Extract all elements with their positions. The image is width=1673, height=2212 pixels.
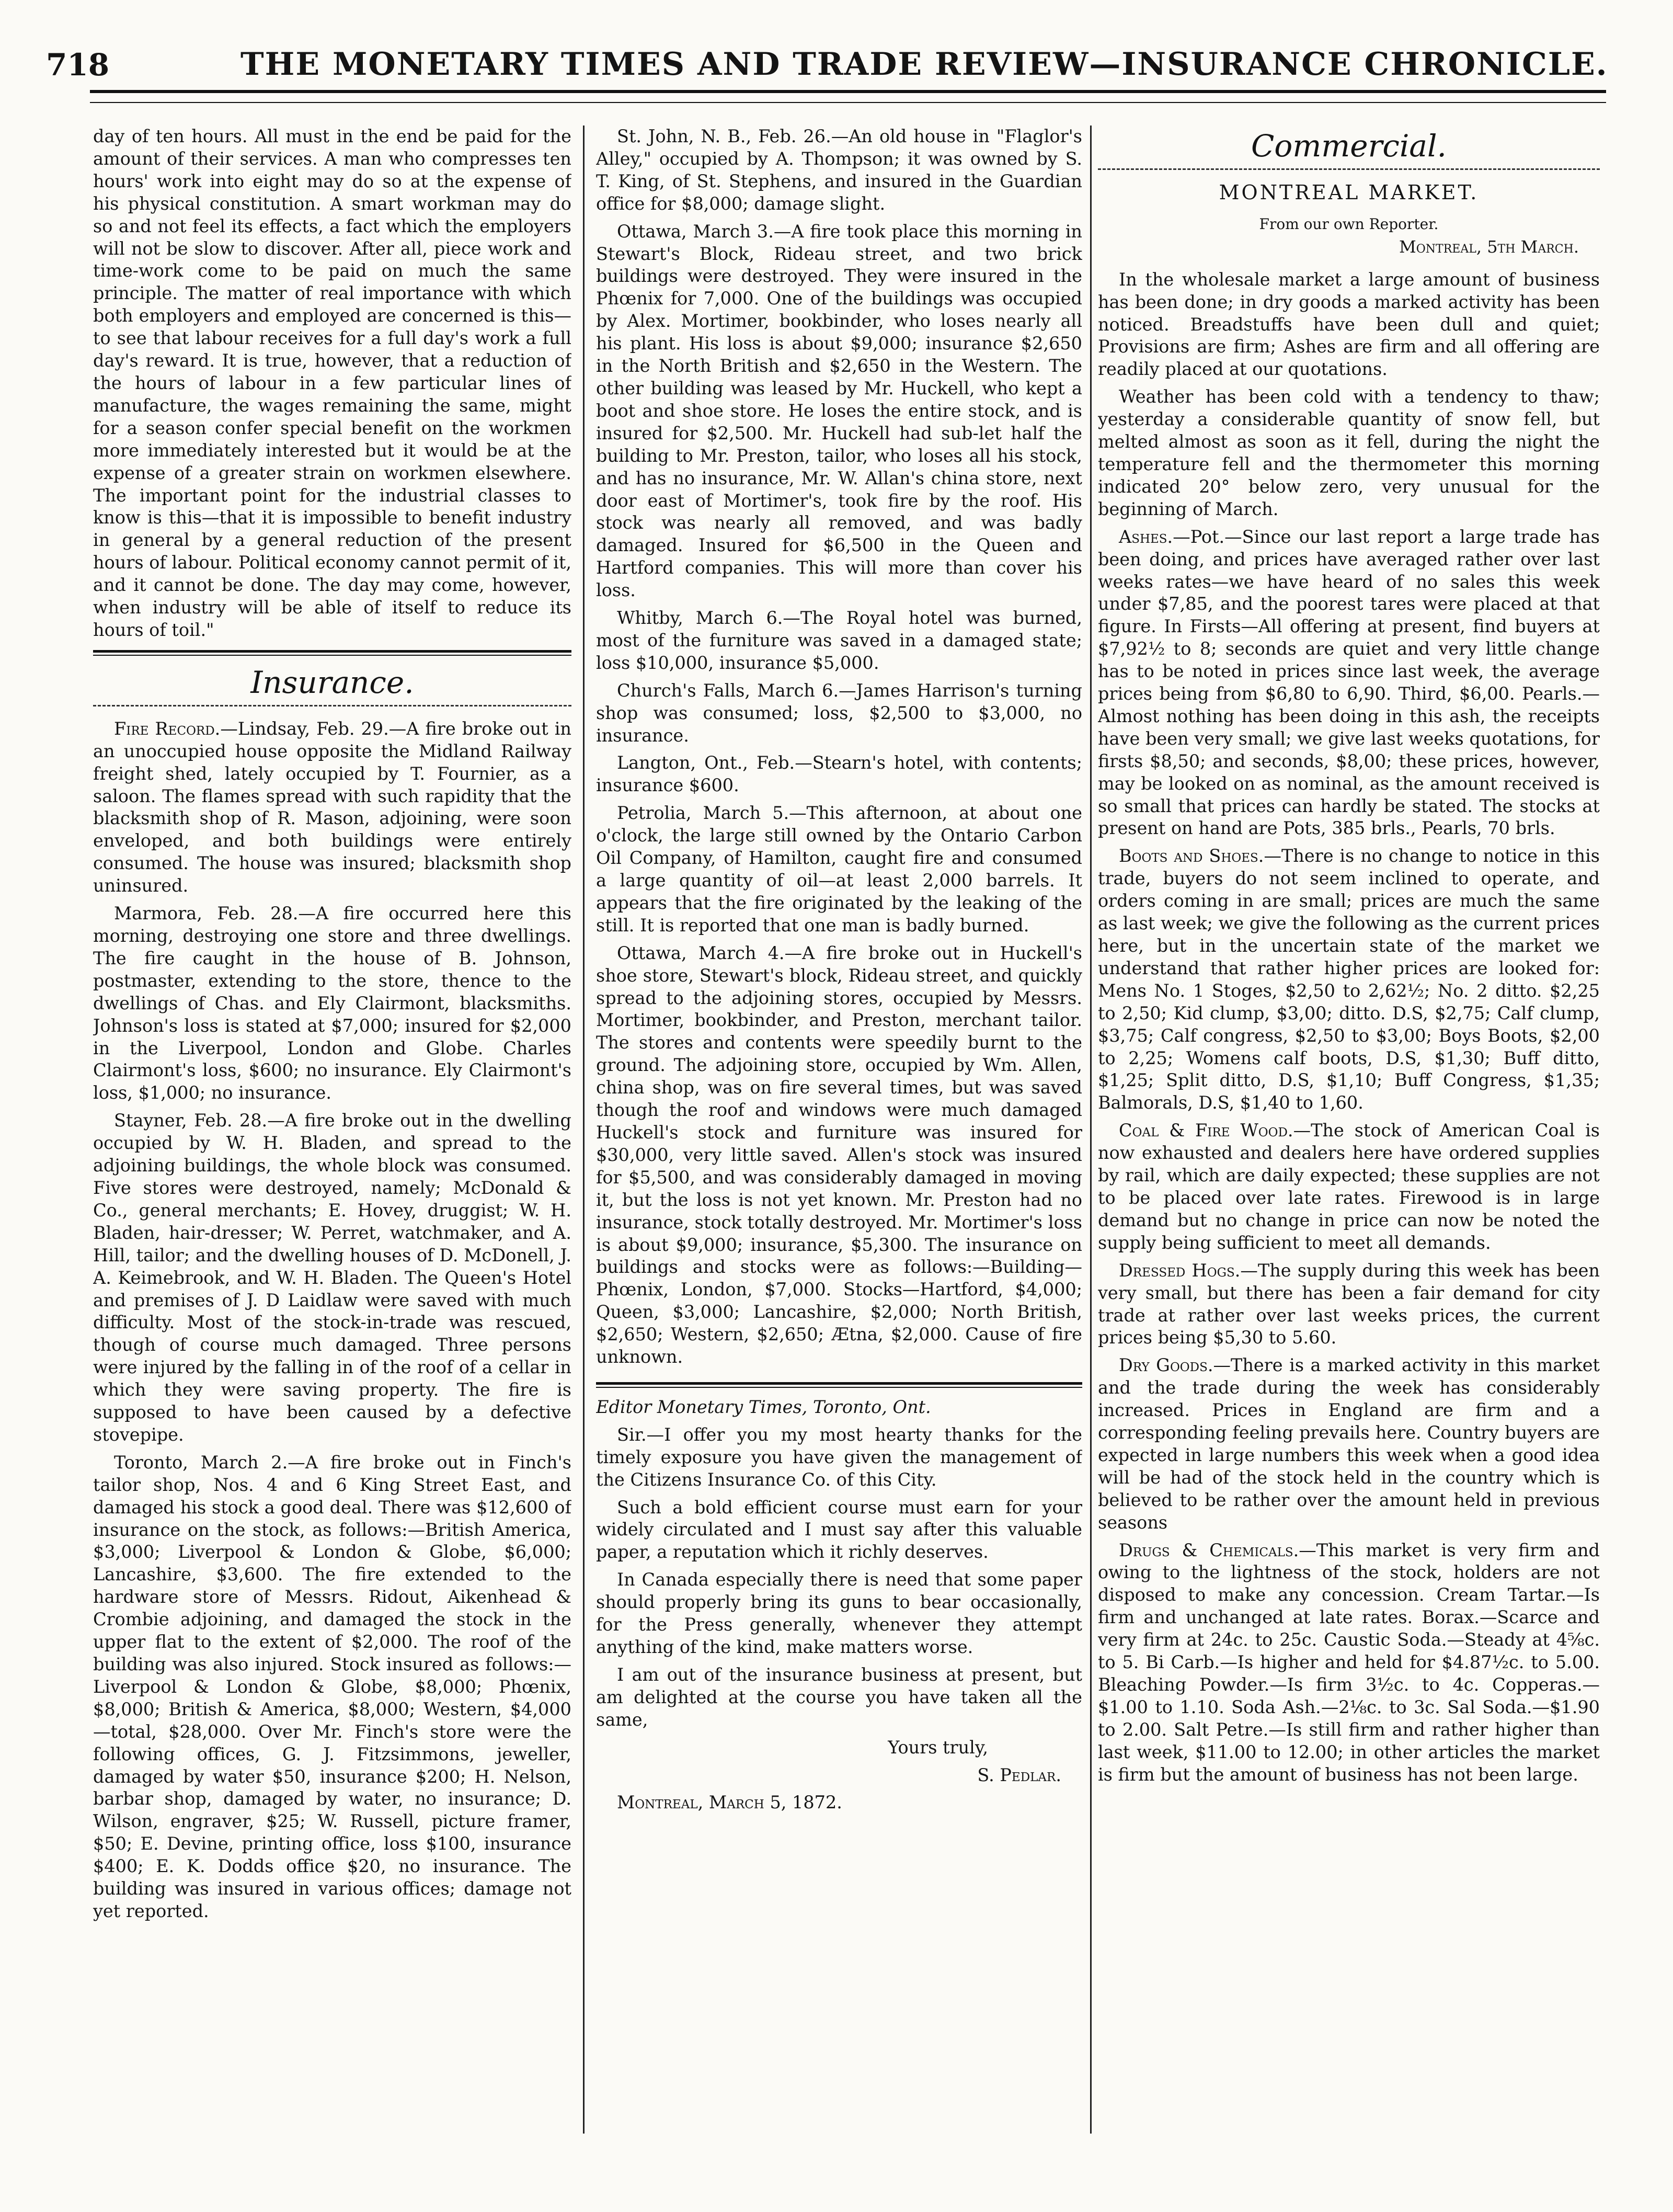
section-rule-thin: [93, 655, 571, 656]
dry-goods-paragraph: [1098, 1354, 1600, 1534]
churchs-falls-paragraph: Church's Falls, March 6.—James Harrison's turning shop was consumed; loss, $2,500 to $3,000, no insurance.: [596, 680, 1082, 746]
column-middle: [596, 126, 1082, 2144]
coal-text: —The stock of American Coal is now exhausted and dealers here have ordered supplies by rail, which are daily expected; these supplies are not to be placed over late rates. Firewood is in large demand but no change in price can now be noted the supply being sufficient to meet all demands.: [1098, 1120, 1600, 1253]
section-rule: [93, 650, 571, 653]
hogs-paragraph: [1098, 1260, 1600, 1350]
page-number: 718: [46, 47, 110, 83]
essay-paragraph: day of ten hours. All must in the end be paid for the amount of their services. A man who compresses ten hours' work into eight may do so at the expense of his physical constitution. A smart workman may do so and not feel its effects, a fact which the employers will not be slow to discover. After all, piece work and time-work come to be paid on much the same principle. The matter of real importance with which both employers and employed are concerned is this—to see that labour receives for a full day's work a full day's reward. It is true, however, that a reduction of the hours of labour in a few particular lines of manufacture, the wages remaining the same, might for a season confer special benefit on the workmen more immediately interested but it would be at the expense of a greater strain on workmen elsewhere. The important point for the industrial classes to know is this—that it is impossible to benefit industry in general by a general reduction of the present hours of labour. Political economy cannot permit of it, and it cannot be done. The day may come, however, when industry will be able of itself to reduce its hours of toil.": [93, 126, 571, 640]
letter-heading: Editor Monetary Times, Toronto, Ont.: [596, 1396, 931, 1417]
boots-lead: Boots and Shoes.: [1119, 846, 1264, 866]
boots-paragraph: [1098, 845, 1600, 1114]
column-divider-right: [1090, 126, 1092, 2134]
dash-rule: [93, 705, 571, 706]
hogs-text: —The supply during this week has been very small, but there has been a fair demand for city trade at rather over last weeks prices, the current prices being $5,30 to 5.60.: [1098, 1260, 1600, 1348]
ottawa-march-3-paragraph: Ottawa, March 3.—A fire took place this morning in Stewart's Block, Rideau street, and two brick buildings were destroyed. They were insured in the Phœnix for 7,000. One of the buildings was occupied by Alex. Mortimer, bookbinder, who loses nearly all his plant. His loss is about $9,000; insurance $2,650 in the North British and $2,650 in the Western. The other building was leased by Mr. Huckell, who kept a boot and shoe store. He loses the entire stock, and is insured for $2,500. Mr. Huckell had sub-let half the building to Mr. Preston, tailor, who loses all his stock, and has no insurance, Mr. W. Allan's china store, next door east of Mortimer's, took fire by the roof. His stock was nearly all removed, and was badly damaged. Insured for $6,500 in the Queen and Hartford companies. This will more than cover his loss.: [596, 221, 1082, 601]
coal-paragraph: [1098, 1120, 1600, 1254]
letter-signature: S. Pedlar.: [977, 1764, 1061, 1785]
toronto-paragraph: Toronto, March 2.—A fire broke out in Finch's tailor shop, Nos. 4 and 6 King Street East, and damaged his stock a good deal. There was $12,600 of insurance on the stock, as follows:—British America, $3,000; Liverpool & London & Globe, $6,000; Lancashire, $3,600. The fire extended to the hardware store of Messrs. Ridout, Aikenhead & Crombie adjoining, and damaged the stock in the upper flat to the extent of $2,000. The roof of the building was also injured. Stock insured as follows:—Liverpool & London & Globe, $8,000; Phœnix, $8,000; British & America, $8,000; Western, $4,000—total, $28,000. Over Mr. Finch's store were the following offices, G. J. Fitzsimmons, jeweller, damaged by water $50, insurance $200; H. Nelson, barbar shop, damaged by water, no insurance; D. Wilson, engraver, $25; W. Russell, picture framer, $50; E. Devine, printing office, loss $100, insurance $400; E. K. Dodds office $20, no insurance. The building was insured in various offices; damage not yet reported.: [93, 1452, 571, 1921]
column-left: [93, 126, 571, 2144]
header-rule-thin: [90, 102, 1606, 103]
fire-record-paragraph: [93, 718, 571, 897]
page-header: [31, 42, 1615, 89]
commercial-heading: Commercial.: [1251, 128, 1447, 164]
letter-close: Yours truly,: [888, 1737, 988, 1758]
fire-record-text: —Lindsay, Feb. 29.—A fire broke out in an unoccupied house opposite the Midland Railway freight shed, lately occupied by T. Fournier, as a saloon. The flames spread with such rapidity that the blacksmith shop of R. Mason, adjoining, were soon enveloped, and both buildings were entirely consumed. The house was insured; blacksmith shop uninsured.: [93, 718, 571, 896]
coal-lead: Coal & Fire Wood.: [1119, 1120, 1293, 1141]
drugs-lead: Drugs & Chemicals.: [1119, 1540, 1299, 1560]
column-right: [1098, 126, 1600, 2144]
langton-paragraph: Langton, Ont., Feb.—Stearn's hotel, with contents; insurance $600.: [596, 752, 1082, 796]
fire-record-lead: Fire Record.: [114, 718, 221, 739]
column-divider-left: [583, 126, 585, 2134]
letter-dateline: Montreal, March 5, 1872.: [617, 1792, 842, 1813]
dry-goods-text: —There is a marked activity in this market and the trade during the week has considerably increased. Prices in England are firm and a corresponding feeling prevails here. Country buyers are expected in large numbers this week when a good idea will be had of the stock held in the country which is believed to be rather over the amount held in previous seasons: [1098, 1355, 1600, 1533]
letter-paragraph: Such a bold efficient course must earn for your widely circulated and I must say after this valuable paper, a reputation which it richly deserves.: [596, 1497, 1082, 1563]
header-rule: [90, 90, 1606, 93]
marmora-paragraph: Marmora, Feb. 28.—A fire occurred here this morning, destroying one store and three dwellings. The fire caught in the house of B. Johnson, postmaster, extending to the store, thence to the dwellings of Chas. and Ely Clairmont, blacksmiths. Johnson's loss is stated at $7,000; insured for $2,000 in the Liverpool, London and Globe. Charles Clairmont's loss, $600; no insurance. Ely Clairmont's loss, $1,000; no insurance.: [93, 903, 571, 1103]
insurance-heading: Insurance.: [250, 664, 414, 700]
ashes-lead: Ashes.: [1119, 526, 1173, 547]
letter-rule-thin: [596, 1387, 1082, 1388]
reporter-line: From our own Reporter.: [1259, 215, 1439, 233]
petrolia-paragraph: Petrolia, March 5.—This afternoon, at about one o'clock, the large still owned by the Ontario Carbon Oil Company, of Hamilton, caught fire and consumed a large quantity of oil—at least 2,000 barrels. It appears that the fire originated by the leaking of the still. It is reported that one man is badly burned.: [596, 803, 1082, 936]
ashes-text: —Pot.—Since our last report a large trade has been doing, and prices have averaged rather over last weeks rates—we have heard of no sales this week under $7,85, and the poorest tares were placed at that figure. In Firsts—All offering at present, find buyers at $7,92½ to 8; seconds are quiet and very little change has to be noted in prices since last week, the average prices being from $6,80 to 6,90. Third, $6,00. Pearls.—Almost nothing has been doing in this ash, the receipts have been very small; we give last weeks quotations, for firsts $8,50; and seconds, $8,00; these prices, however, may be looked on as nominal, as the amount received is so small that prices can hardly be stated. The stocks at present on hand are Pots, 385 brls., Pearls, 70 brls.: [1098, 526, 1600, 839]
boots-text: —There is no change to notice in this trade, buyers do not seem inclined to operate, and orders coming in are small; prices are much the same as last week; we give the following as the current prices here, but in the uncertain state of the market we understand that rather higher prices are looked for: Mens No. 1 Stoges, $2,50 to 2,62½; No. 2 ditto. $2,25 to 2,50; Kid clump, $3,00; ditto. D.S, $2,75; Calf clump, $3,75; Calf congress, $2,50 to $3,00; Boys Boots, $2,00 to 2,25; Womens calf boots, D.S, $1,30; Buff ditto, $1,25; Split ditto, D.S, $1,10; Buff Congress, $1,35; Balmorals, D.S, $1,40 to 1,60.: [1098, 846, 1600, 1113]
ashes-paragraph: [1098, 526, 1600, 840]
running-head: THE MONETARY TIMES AND TRADE REVIEW—INSURANCE CHRONICLE.: [240, 46, 1608, 83]
hogs-lead: Dressed Hogs.: [1119, 1260, 1241, 1281]
letter-paragraph: In Canada especially there is need that some paper should properly bring its guns to bear occasionally, for the Press generally, whenever they attempt anything of the kind, make matters worse.: [596, 1569, 1082, 1657]
letter-rule: [596, 1382, 1082, 1385]
dry-goods-lead: Dry Goods.: [1119, 1355, 1213, 1376]
letter-paragraph: Sir.—I offer you my most hearty thanks for the timely exposure you have given the management of the Citizens Insurance Co. of this City.: [596, 1424, 1082, 1490]
drugs-text: —This market is very firm and owing to the lightness of the stock, holders are not disposed to make any concession. Cream Tartar.—Is firm and unchanged at late rates. Borax.—Scarce and very firm at 24c. to 25c. Caustic Soda.—Steady at 4⅝c. to 5. Bi Carb.—Is higher and held for $4.87½c. to 5.00. Bleaching Powder.—Is firm 3½c. to 4c. Copperas.—$1.00 to 1.10. Soda Ash.—2⅛c. to 3c. Sal Soda.—$1.90 to 2.00. Salt Petre.—Is still firm and rather higher than last week, $11.00 to 12.00; in other articles the market is firm but the amount of business has not been large.: [1098, 1540, 1600, 1785]
stayner-paragraph: Stayner, Feb. 28.—A fire broke out in the dwelling occupied by W. H. Bladen, and spread to the adjoining buildings, the whole block was consumed. Five stores were destroyed, namely; McDonald & Co., general merchants; E. Hovey, druggist; W. H. Bladen, hair-dresser; W. Perret, watchmaker, and A. Hill, tailor; and the dwelling houses of D. McDonell, J. A. Keimebrook, and W. H. Bladen. The Queen's Hotel and premises of J. D Laidlaw were saved with much difficulty. Most of the stock-in-trade was rescued, though of course much damaged. Three persons were injured by the falling in of the roof of a cellar in which they were saving property. The fire is supposed to have been caused by a defective stovepipe.: [93, 1110, 571, 1445]
whitby-paragraph: Whitby, March 6.—The Royal hotel was burned, most of the furniture was saved in a damaged state; loss $10,000, insurance $5,000.: [596, 608, 1082, 673]
letter-paragraph: I am out of the insurance business at present, but am delighted at the course you have taken all the same,: [596, 1664, 1082, 1730]
ottawa-march-4-paragraph: Ottawa, March 4.—A fire broke out in Huckell's shoe store, Stewart's block, Rideau street, and quickly spread to the adjoining stores, occupied by Messrs. Mortimer, bookbinder, and Preston, merchant tailor. The stores and contents were speedily burnt to the ground. The adjoining store, occupied by Wm. Allen, china shop, was on fire several times, but was saved though the roof and windows were much damaged Huckell's stock and furniture was insured for $30,000, very little saved. Allen's stock was insured for $5,500, and was considerably damaged in moving it, but the loss is not yet known. Mr. Preston had no insurance, stock totally destroyed. Mr. Mortimer's loss is about $9,000; insurance, $5,300. The insurance on buildings and stocks were as follows:—Building—Phœnix, London, $7,000. Stocks—Hartford, $4,000; Queen, $3,000; Lancashire, $2,000; North British, $2,650; Western, $2,650; Ætna, $2,000. Cause of fire unknown.: [596, 942, 1082, 1367]
st-john-paragraph: St. John, N. B., Feb. 26.—An old house in "Flaglor's Alley," occupied by A. Thompson; it was owned by S. T. King, of St. Stephens, and insured in the Guardian office for $8,000; damage slight.: [596, 126, 1082, 214]
market-intro-paragraph: In the wholesale market a large amount of business has been done; in dry goods a marked activity has been noticed. Breadstuffs have been dull and quiet; Provisions are firm; Ashes are firm and all offering are readily placed at our quotations.: [1098, 269, 1600, 380]
weather-paragraph: Weather has been cold with a tendency to thaw; yesterday a considerable quantity of snow fell, but melted almost as soon as it fell, during the night the temperature fell and the thermometer this morning indicated 20° below zero, very unusual for the beginning of March.: [1098, 386, 1600, 519]
market-dateline: Montreal, 5th March.: [1399, 236, 1579, 257]
drugs-paragraph: [1098, 1540, 1600, 1786]
dash-rule: [1098, 168, 1600, 170]
market-subhead: MONTREAL MARKET.: [1219, 181, 1479, 204]
